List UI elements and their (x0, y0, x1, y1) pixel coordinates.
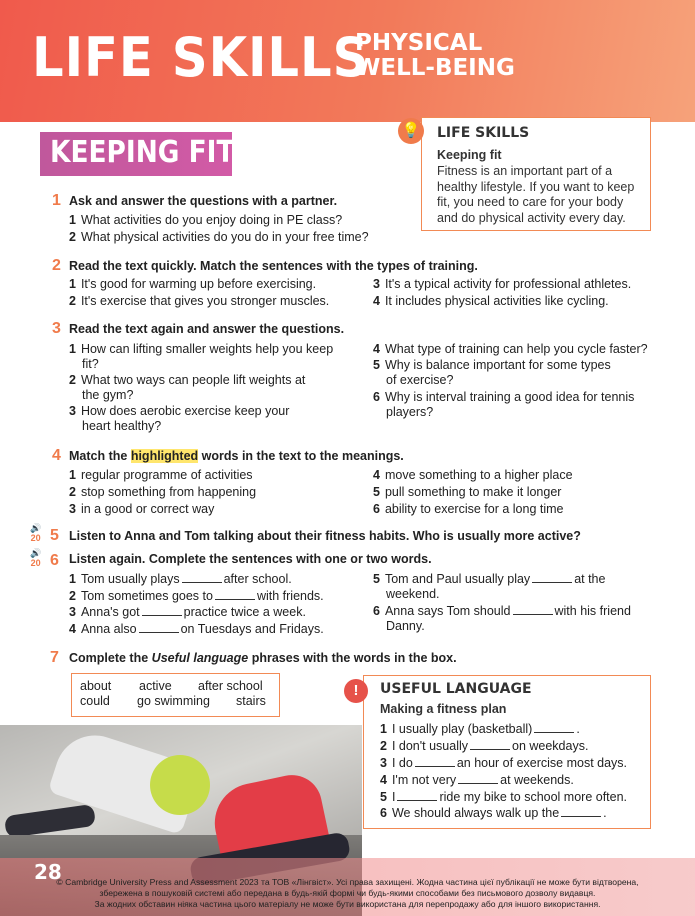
life-skills-heading: LIFE SKILLS (437, 125, 530, 141)
exercise-6-item: 3 Anna's got practice twice a week. (69, 605, 306, 619)
useful-language-heading: USEFUL LANGUAGE (380, 681, 532, 697)
speaker-icon: 🔊 (30, 548, 42, 558)
exercise-3-item: 3 How does aerobic exercise keep your heart healthy? (69, 404, 290, 433)
exercise-4-item: 5 pull something to make it longer (373, 485, 562, 499)
copyright-line-3: За жодних обставин ніяка частина цього матеріалу не може бути використана для перепродажу або для іншого використання. (94, 899, 601, 909)
exercise-6-number: 6 (50, 552, 59, 569)
exercise-2-item: 4 It includes physical activities like cycling. (373, 294, 609, 308)
life-skills-subheading: Keeping fit (437, 148, 502, 162)
copyright-footer (0, 877, 695, 910)
exercise-4-item: 6 ability to exercise for a long time (373, 502, 564, 516)
word-box-item: could (80, 694, 110, 708)
exercise-6-instruction: Listen again. Complete the sentences with one or two words. (69, 552, 432, 566)
exercise-3-item: 4 What type of training can help you cycle faster? (373, 342, 648, 356)
exercise-4-number: 4 (52, 447, 61, 464)
exercise-7-instruction: Complete the Useful language phrases with the words in the box. (69, 651, 457, 665)
exercise-2-item: 3 It's a typical activity for professional athletes. (373, 277, 632, 291)
exercise-3-item: 6 Why is interval training a good idea for tennis players? (373, 390, 635, 419)
exercise-5-number: 5 (50, 527, 59, 544)
exercise-3-item: 2 What two ways can people lift weights at the gym? (69, 373, 306, 402)
useful-language-item: 6 We should always walk up the . (380, 806, 607, 820)
useful-language-item: 1 I usually play (basketball) . (380, 722, 580, 736)
useful-language-item: 2 I don't usually on weekdays. (380, 739, 589, 753)
exercise-2-item: 2 It's exercise that gives you stronger muscles. (69, 294, 330, 308)
copyright-line-2: збережена в пошуковій системі або передана в будь-якій формі чи будь-якими способами без письмового дозволу видавця. (99, 888, 596, 898)
useful-language-item: 4 I'm not very at weekends. (380, 773, 574, 787)
exercise-1-instruction: Ask and answer the questions with a partner. (69, 194, 338, 208)
banner-subtitle (355, 31, 515, 81)
word-box-item: go swimming (137, 694, 210, 708)
page-number: 28 (34, 860, 62, 884)
useful-language-item: 5 I ride my bike to school more often. (380, 790, 628, 804)
exercise-4-item: 2 stop something from happening (69, 485, 257, 499)
audio-track-6[interactable]: 🔊 20 (30, 548, 42, 568)
exercise-2-item: 1 It's good for warming up before exercising. (69, 277, 317, 291)
exercise-2-number: 2 (52, 257, 61, 274)
exercise-4-item: 1 regular programme of activities (69, 468, 253, 482)
exercise-3-item: 5 Why is balance important for some types of exercise? (373, 358, 611, 387)
word-box-item: about (80, 679, 112, 693)
lightbulb-icon: 💡 (398, 118, 424, 144)
exercise-3-instruction: Read the text again and answer the questions. (69, 322, 345, 336)
exclamation-icon: ! (344, 679, 368, 703)
useful-language-item: 3 I do an hour of exercise most days. (380, 756, 628, 770)
highlighted-word: highlighted (130, 449, 199, 463)
speaker-icon: 🔊 (30, 523, 42, 533)
exercise-6-item: 6 Anna says Tom should with his friend Danny. (373, 604, 631, 633)
exercise-4-item: 4 move something to a higher place (373, 468, 573, 482)
banner-subtitle-line-1: PHYSICAL (355, 30, 483, 56)
exercise-1-item: 2 What physical activities do you do in your free time? (69, 230, 369, 244)
section-title: KEEPING FIT (50, 135, 235, 170)
copyright-line-1: © Cambridge University Press and Assessment 2023 та ТОВ «Лінгвіст». Усі права захищені. Жодна частина цієї публікації не може бути відтворена, (56, 877, 639, 887)
word-box-item: stairs (236, 694, 266, 708)
exercise-1-item: 1 What activities do you enjoy doing in PE class? (69, 213, 343, 227)
exercise-6-item: 2 Tom sometimes goes to with friends. (69, 589, 324, 603)
exercise-3-item: 1 How can lifting smaller weights help you keep fit? (69, 342, 334, 371)
word-box-item: active (139, 679, 172, 693)
exercise-1-number: 1 (52, 192, 61, 209)
banner-subtitle-line-2: WELL-BEING (355, 55, 515, 81)
life-skills-body: Fitness is an important part of a healthy lifestyle. If you want to keep fit, you need to care for your body and do physical activity every day. (437, 164, 635, 225)
audio-track-5[interactable]: 🔊 20 (30, 523, 42, 543)
exercise-2-instruction: Read the text quickly. Match the sentences with the types of training. (69, 259, 478, 273)
exercise-6-item: 5 Tom and Paul usually play at the weekend. (373, 572, 606, 601)
exercise-7-number: 7 (50, 649, 59, 666)
banner-title: LIFE SKILLS (32, 26, 370, 89)
exercise-4-instruction: Match the highlighted words in the text to the meanings. (69, 449, 404, 463)
exercise-6-item: 4 Anna also on Tuesdays and Fridays. (69, 622, 324, 636)
exercise-5-instruction: Listen to Anna and Tom talking about their fitness habits. Who is usually more active? (69, 529, 581, 543)
exercise-4-item: 3 in a good or correct way (69, 502, 215, 516)
exercise-6-item: 1 Tom usually plays after school. (69, 572, 292, 586)
useful-language-subheading: Making a fitness plan (380, 702, 507, 716)
word-box-item: after school (198, 679, 263, 693)
exercise-3-number: 3 (52, 320, 61, 337)
